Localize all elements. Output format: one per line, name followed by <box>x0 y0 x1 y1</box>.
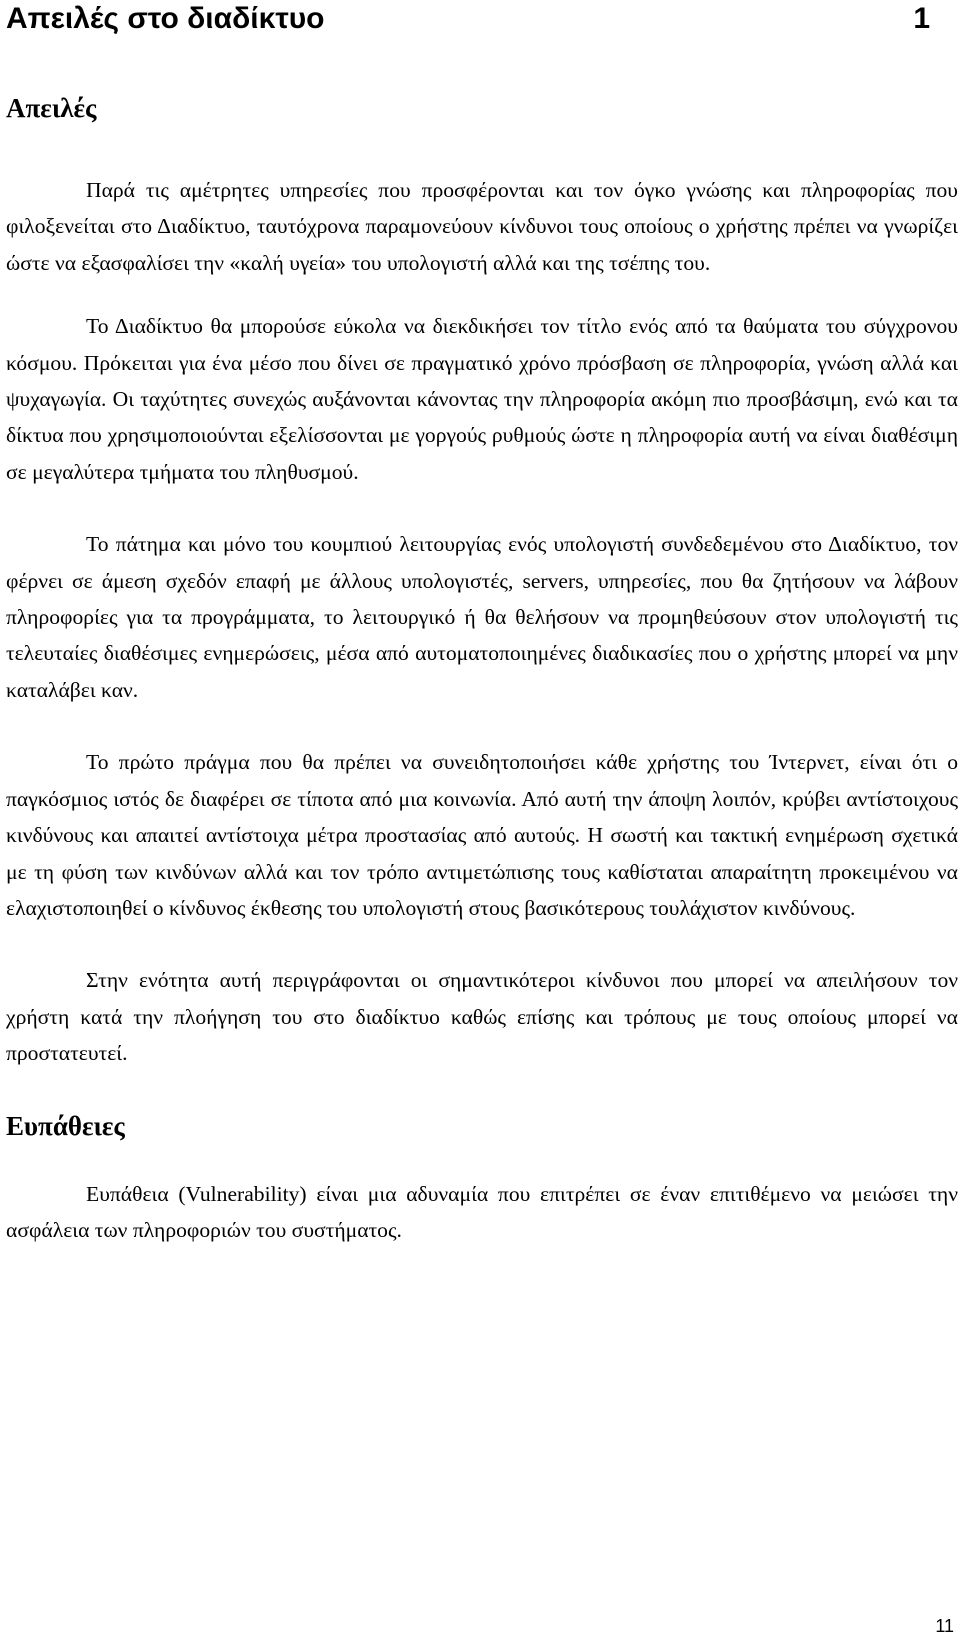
body-paragraph: Το Διαδίκτυο θα μπορούσε εύκολα να διεκδικήσει τον τίτλο ενός από τα θαύματα του σύγχρονου κόσμου. Πρόκειται για ένα μέσο που δίνει σε πραγματικό χρόνο πρόσβαση σε πληροφορία, γνώση αλλά και ψυχαγωγία. Οι ταχύτητες συνεχώς αυξάνονται κάνοντας την πληροφορία ακόμη πιο προσβάσιμη, ενώ και τα δίκτυα που χρησιμοποιούνται εξελίσσονται με γοργούς ρυθμούς ώστε η πληροφορία αυτή να είναι διαθέσιμη σε μεγαλύτερα τμήματα του πληθυσμού. <box>6 314 958 484</box>
body-paragraph: Το πρώτο πράγμα που θα πρέπει να συνειδητοποιήσει κάθε χρήστης του Ίντερνετ, είναι ότι ο παγκόσμιος ιστός δε διαφέρει σε τίποτα από μια κοινωνία. Από αυτή την άποψη λοιπόν, κρύβει αντίστοιχους κινδύνους και απαιτεί αντίστοιχα μέτρα προστασίας από αυτούς. Η σωστή και τακτική ενημέρωση σχετικά με τη φύση των κινδύνων αλλά και τον τρόπο αντιμετώπισης τους καθίσταται απαραίτητη προκειμένου να ελαχιστοποιηθεί ο κίνδυνος έκθεσης του υπολογιστή στους βασικότερους τουλάχιστον κινδύνους. <box>6 750 958 920</box>
document-body <box>6 88 958 1248</box>
chapter-number: 1 <box>913 2 930 35</box>
section-heading-threats: Απειλές <box>6 93 97 123</box>
chapter-title: Απειλές στο διαδίκτυο <box>6 2 325 35</box>
body-paragraph: Ευπάθεια (Vulnerability) είναι μια αδυναμία που επιτρέπει σε έναν επιτιθέμενο να μειώσει την ασφάλεια των πληροφοριών του συστήματος. <box>6 1181 958 1242</box>
body-paragraph: Στην ενότητα αυτή περιγράφονται οι σημαντικότεροι κίνδυνοι που μπορεί να απειλήσουν τον χρήστη κατά την πλοήγηση του στο διαδίκτυο καθώς επίσης και τρόπους με τους οποίους μπορεί να προστατευτεί. <box>6 968 958 1066</box>
body-paragraph: Παρά τις αμέτρητες υπηρεσίες που προσφέρονται και τον όγκο γνώσης και πληροφορίας που φιλοξενείται στο Διαδίκτυο, ταυτόχρονα παραμονεύουν κίνδυνοι τους οποίους ο χρήστης πρέπει να γνωρίζει ώστε να εξασφαλίσει την «καλή υγεία» του υπολογιστή αλλά και της τσέπης του. <box>6 178 958 275</box>
page-number: 11 <box>935 1616 954 1636</box>
section-heading-vulnerabilities: Ευπάθειες <box>6 1110 125 1141</box>
chapter-header <box>6 0 930 38</box>
body-paragraph: Το πάτημα και μόνο του κουμπιού λειτουργίας ενός υπολογιστή συνδεδεμένου στο Διαδίκτυο, τον φέρνει σε άμεση σχεδόν επαφή με άλλους υπολογιστές, servers, υπηρεσίες, που θα ζητήσουν να λάβουν πληροφορίες για τα προγράμματα, το λειτουργικό ή θα θελήσουν να προμηθεύσουν στον υπολογιστή τις τελευταίες διαθέσιμες ενημερώσεις, μέσα από αυτοματοποιημένες διαδικασίες που ο χρήστης μπορεί να μην καταλάβει καν. <box>6 532 958 702</box>
